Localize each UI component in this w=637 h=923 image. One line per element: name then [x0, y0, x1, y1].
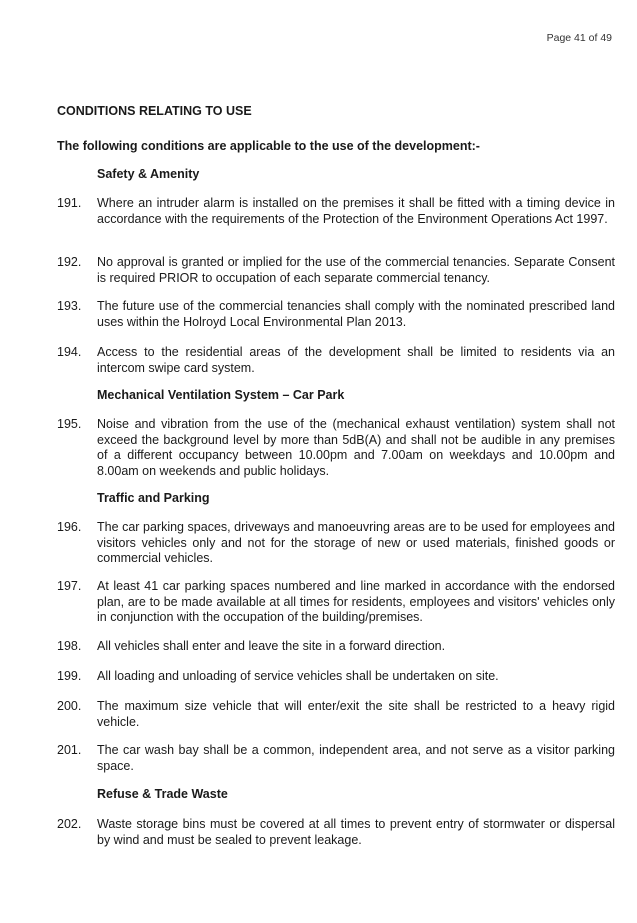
- condition-text: All loading and unloading of service vehicles shall be undertaken on site.: [97, 669, 499, 683]
- condition-item: [57, 639, 615, 655]
- condition-number: 193.: [57, 299, 82, 313]
- condition-number: 192.: [57, 255, 82, 269]
- condition-text: Noise and vibration from the use of the (mechanical exhaust ventilation) system shall not exceed the background level by more than 5dB(A) and shall not be audible in any premises of a different occupancy between 10.00pm and 7.00am on weekdays and 10.00pm and 8.00am on weekends and public holidays.: [97, 417, 615, 479]
- condition-number: 202.: [57, 817, 82, 831]
- section-heading-refuse: Refuse & Trade Waste: [97, 787, 228, 801]
- condition-number: 195.: [57, 417, 82, 431]
- condition-item: [57, 345, 615, 376]
- condition-text: Where an intruder alarm is installed on the premises it shall be fitted with a timing device in accordance with the requirements of the Protection of the Environment Operations Act 1997.: [97, 196, 615, 226]
- condition-item: [57, 669, 615, 685]
- condition-text: At least 41 car parking spaces numbered and line marked in accordance with the endorsed plan, are to be made available at all times for residents, employees and visitors' vehicles only in conjunction with the occupation of the building/premises.: [97, 579, 615, 625]
- intro-text: The following conditions are applicable to the use of the development:-: [57, 139, 480, 153]
- condition-number: 196.: [57, 520, 82, 534]
- condition-text: No approval is granted or implied for the use of the commercial tenancies. Separate Consent is required PRIOR to occupation of each separate commercial tenancy.: [97, 255, 615, 285]
- condition-item: [57, 417, 615, 480]
- condition-item: [57, 299, 615, 330]
- condition-item: [57, 579, 615, 626]
- condition-number: 191.: [57, 196, 82, 210]
- condition-number: 197.: [57, 579, 82, 593]
- page-number: Page 41 of 49: [546, 32, 612, 44]
- condition-item: [57, 520, 615, 567]
- condition-text: The car wash bay shall be a common, independent area, and not serve as a visitor parking space.: [97, 743, 615, 773]
- condition-text: The car parking spaces, driveways and manoeuvring areas are to be used for employees and visitors vehicles only and not for the storage of new or used materials, finished goods or commercial vehicles.: [97, 520, 615, 566]
- condition-text: All vehicles shall enter and leave the site in a forward direction.: [97, 639, 446, 653]
- condition-number: 199.: [57, 669, 82, 683]
- condition-number: 198.: [57, 639, 82, 653]
- section-heading-traffic: Traffic and Parking: [97, 491, 210, 505]
- condition-text: Access to the residential areas of the development shall be limited to residents via an intercom swipe card system.: [97, 345, 615, 375]
- condition-item: [57, 743, 615, 774]
- page-title: CONDITIONS RELATING TO USE: [57, 104, 252, 118]
- condition-number: 201.: [57, 743, 82, 757]
- section-heading-safety: Safety & Amenity: [97, 167, 200, 181]
- condition-text: Waste storage bins must be covered at all times to prevent entry of stormwater or dispersal by wind and must be sealed to prevent leakage.: [97, 817, 615, 847]
- condition-item: [57, 196, 615, 227]
- condition-text: The future use of the commercial tenancies shall comply with the nominated prescribed land uses within the Holroyd Local Environmental Plan 2013.: [97, 299, 615, 329]
- condition-item: [57, 817, 615, 848]
- section-heading-ventilation: Mechanical Ventilation System – Car Park: [97, 388, 345, 402]
- condition-item: [57, 699, 615, 730]
- condition-item: [57, 255, 615, 286]
- condition-number: 200.: [57, 699, 82, 713]
- condition-number: 194.: [57, 345, 82, 359]
- condition-text: The maximum size vehicle that will enter/exit the site shall be restricted to a heavy rigid vehicle.: [97, 699, 615, 729]
